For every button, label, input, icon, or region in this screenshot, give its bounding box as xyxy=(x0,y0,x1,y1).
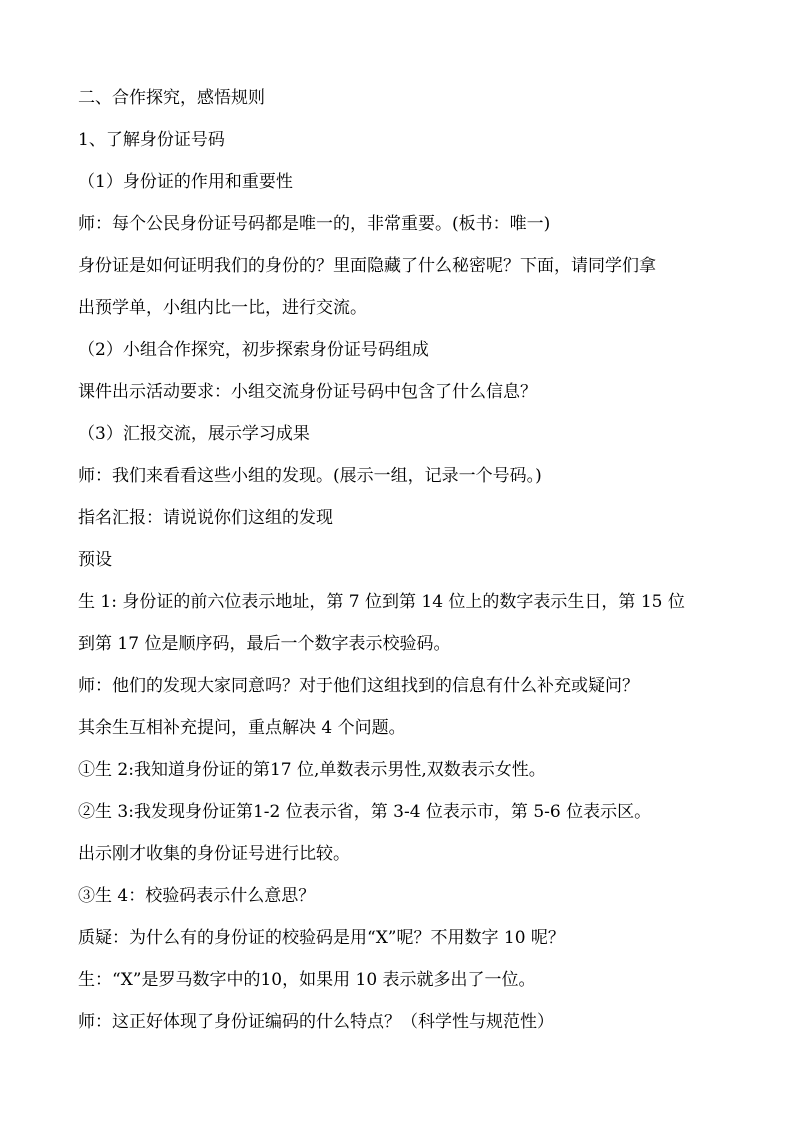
student-3-line: ②生 3:我发现身份证第1-2 位表示省，第 3-4 位表示市，第 5-6 位表示区。 xyxy=(78,802,652,822)
report-line: 指名汇报：请说说你们这组的发现 xyxy=(78,508,333,528)
question-line: 质疑：为什么有的身份证的校验码是用“X”呢？不用数字 10 呢？ xyxy=(78,928,565,948)
teacher-line-4: 师：这正好体现了身份证编码的什么特点？（科学性与规范性） xyxy=(78,1012,554,1032)
compare-line: 出示刚才收集的身份证号进行比较。 xyxy=(78,844,350,864)
subsection-heading: 1、了解身份证号码 xyxy=(78,130,225,150)
student-1-line-b: 到第 17 位是顺序码，最后一个数字表示校验码。 xyxy=(78,634,451,654)
student-1-line-a: 生 1: 身份证的前六位表示地址，第 7 位到第 14 位上的数字表示生日，第 15 位 xyxy=(78,592,685,612)
others-line: 其余生互相补充提问，重点解决 4 个问题。 xyxy=(78,718,406,738)
step-heading-2: （2）小组合作探究，初步探索身份证号码组成 xyxy=(78,340,429,360)
teacher-line-3: 师：他们的发现大家同意吗？对于他们这组找到的信息有什么补充或疑问？ xyxy=(78,676,639,696)
preset-label: 预设 xyxy=(78,550,112,570)
step-heading-3: （3）汇报交流，展示学习成果 xyxy=(78,424,310,444)
student-answer-line: 生：“X”是罗马数字中的10，如果用 10 表示就多出了一位。 xyxy=(78,970,536,990)
teacher-line-2: 师：我们来看看这些小组的发现。(展示一组，记录一个号码。) xyxy=(78,466,542,486)
step-heading-1: （1）身份证的作用和重要性 xyxy=(78,172,293,192)
courseware-line: 课件出示活动要求：小组交流身份证号码中包含了什么信息？ xyxy=(78,382,537,402)
paragraph-line-1a: 身份证是如何证明我们的身份的？里面隐藏了什么秘密呢？下面，请同学们拿 xyxy=(78,256,656,276)
student-2-line: ①生 2:我知道身份证的第17 位,单数表示男性,双数表示女性。 xyxy=(78,760,546,780)
paragraph-line-1b: 出预学单，小组内比一比，进行交流。 xyxy=(78,298,367,318)
teacher-line-1: 师：每个公民身份证号码都是唯一的，非常重要。(板书：唯一) xyxy=(78,214,551,234)
section-heading: 二、合作探究，感悟规则 xyxy=(78,88,265,108)
student-4-line: ③生 4：校验码表示什么意思？ xyxy=(78,886,316,906)
